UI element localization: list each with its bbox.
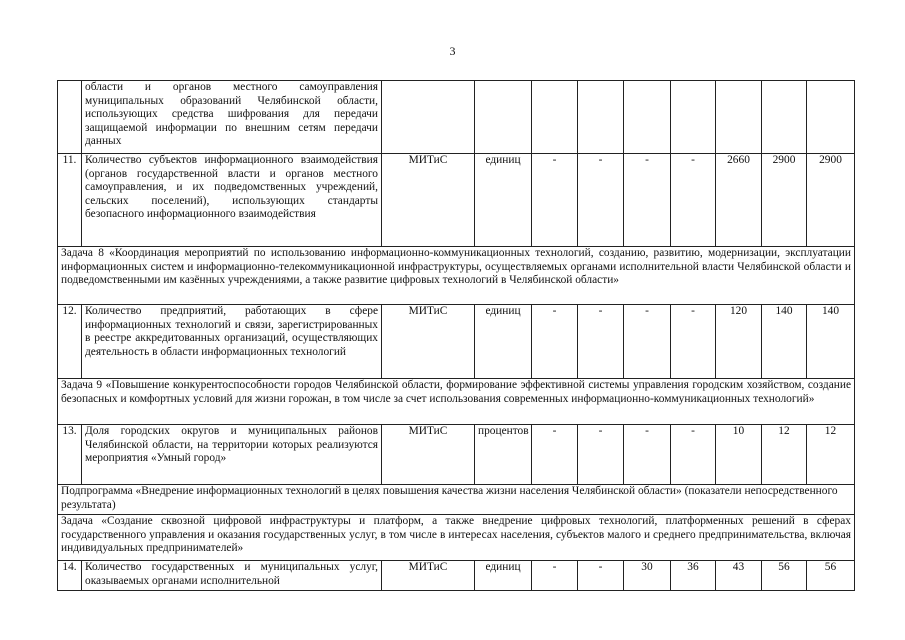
value-cell: 120 — [716, 305, 762, 379]
value-cell: - — [578, 305, 624, 379]
value-cell: 56 — [762, 561, 807, 591]
value-cell: - — [671, 154, 716, 247]
table-row — [58, 561, 855, 591]
indicator-description: Количество государственных и муниципальных услуг, оказываемых органами исполнительной — [82, 561, 382, 591]
executor-cell: МИТиС — [382, 305, 475, 379]
unit-cell — [475, 81, 532, 154]
table-row — [58, 154, 855, 247]
value-cell: 10 — [716, 425, 762, 485]
value-cell: 12 — [762, 425, 807, 485]
value-cell: 56 — [807, 561, 855, 591]
value-cell: - — [624, 154, 671, 247]
value-cell: 36 — [671, 561, 716, 591]
row-number: 13. — [58, 425, 82, 485]
indicators-table — [57, 80, 855, 591]
task-heading: Задача 9 «Повышение конкурентоспособности городов Челябинской области, формирование эффективной системы управления городским хозяйством, создание безопасных и комфортных условий для жизни горожан, в том числе за счет использования современных информационно-коммуникационных технологий» — [58, 379, 855, 425]
value-cell: - — [532, 305, 578, 379]
indicator-description: Доля городских округов и муниципальных районов Челябинской области, на территории которых реализуются мероприятия «Умный город» — [82, 425, 382, 485]
value-cell — [762, 81, 807, 154]
value-cell — [532, 81, 578, 154]
value-cell: - — [578, 561, 624, 591]
page-number: 3 — [449, 44, 456, 58]
row-number: 14. — [58, 561, 82, 591]
table-row — [58, 305, 855, 379]
value-cell: 140 — [807, 305, 855, 379]
task-heading: Задача «Создание сквозной цифровой инфраструктуры и платформ, а также внедрение цифровых технологий, платформенных решений в сферах государственного управления и оказания государственных услуг, в том числе в интересах населения, субъектов малого и среднего предпринимательства, включая индивидуальных предпринимателей» — [58, 515, 855, 561]
value-cell: 30 — [624, 561, 671, 591]
unit-cell: единиц — [475, 305, 532, 379]
unit-cell: процентов — [475, 425, 532, 485]
unit-cell: единиц — [475, 154, 532, 247]
task-heading: Задача 8 «Координация мероприятий по использованию информационно-коммуникационных технологий, созданию, развитию, модернизации, эксплуатации информационных систем и информационно-телекоммуникационной инфраструктуры, осуществляемых органами исполнительной власти Челябинской области и подведомственными им казённых учреждениями, а также развитие цифровых технологий в Челябинской области» — [58, 247, 855, 305]
table-row — [58, 425, 855, 485]
task-row — [58, 485, 855, 515]
value-cell: - — [671, 305, 716, 379]
value-cell: - — [532, 561, 578, 591]
value-cell: 2900 — [807, 154, 855, 247]
row-number: 12. — [58, 305, 82, 379]
task-row — [58, 247, 855, 305]
value-cell: 2900 — [762, 154, 807, 247]
executor-cell: МИТиС — [382, 154, 475, 247]
value-cell: 140 — [762, 305, 807, 379]
value-cell: 43 — [716, 561, 762, 591]
table-row — [58, 81, 855, 154]
task-row — [58, 515, 855, 561]
executor-cell: МИТиС — [382, 425, 475, 485]
value-cell: - — [578, 425, 624, 485]
value-cell — [716, 81, 762, 154]
value-cell: 12 — [807, 425, 855, 485]
value-cell — [624, 81, 671, 154]
value-cell: - — [624, 425, 671, 485]
value-cell: - — [532, 425, 578, 485]
value-cell: - — [532, 154, 578, 247]
value-cell: 2660 — [716, 154, 762, 247]
value-cell: - — [671, 425, 716, 485]
unit-cell: единиц — [475, 561, 532, 591]
value-cell: - — [578, 154, 624, 247]
executor-cell — [382, 81, 475, 154]
value-cell: - — [624, 305, 671, 379]
executor-cell: МИТиС — [382, 561, 475, 591]
task-row — [58, 379, 855, 425]
indicator-description: Количество субъектов информационного взаимодействия (органов государственной власти и органов местного самоуправления, и их подведомственных учреждений, сельских поселений), использующих стандарты безопасного информационного взаимодействия — [82, 154, 382, 247]
value-cell — [671, 81, 716, 154]
subprogram-heading: Подпрограмма «Внедрение информационных технологий в целях повышения качества жизни населения Челябинской области» (показатели непосредственного результата) — [58, 485, 855, 515]
row-number: 11. — [58, 154, 82, 247]
row-number — [58, 81, 82, 154]
indicator-description: области и органов местного самоуправления муниципальных образований Челябинской области, использующих средства шифрования для передачи защищаемой информации по внешним сетям передачи данных — [82, 81, 382, 154]
value-cell — [807, 81, 855, 154]
value-cell — [578, 81, 624, 154]
indicator-description: Количество предприятий, работающих в сфере информационных технологий и связи, зарегистрированных в реестре аккредитованных организаций, осуществляющих деятельность в области информационных технологий — [82, 305, 382, 379]
